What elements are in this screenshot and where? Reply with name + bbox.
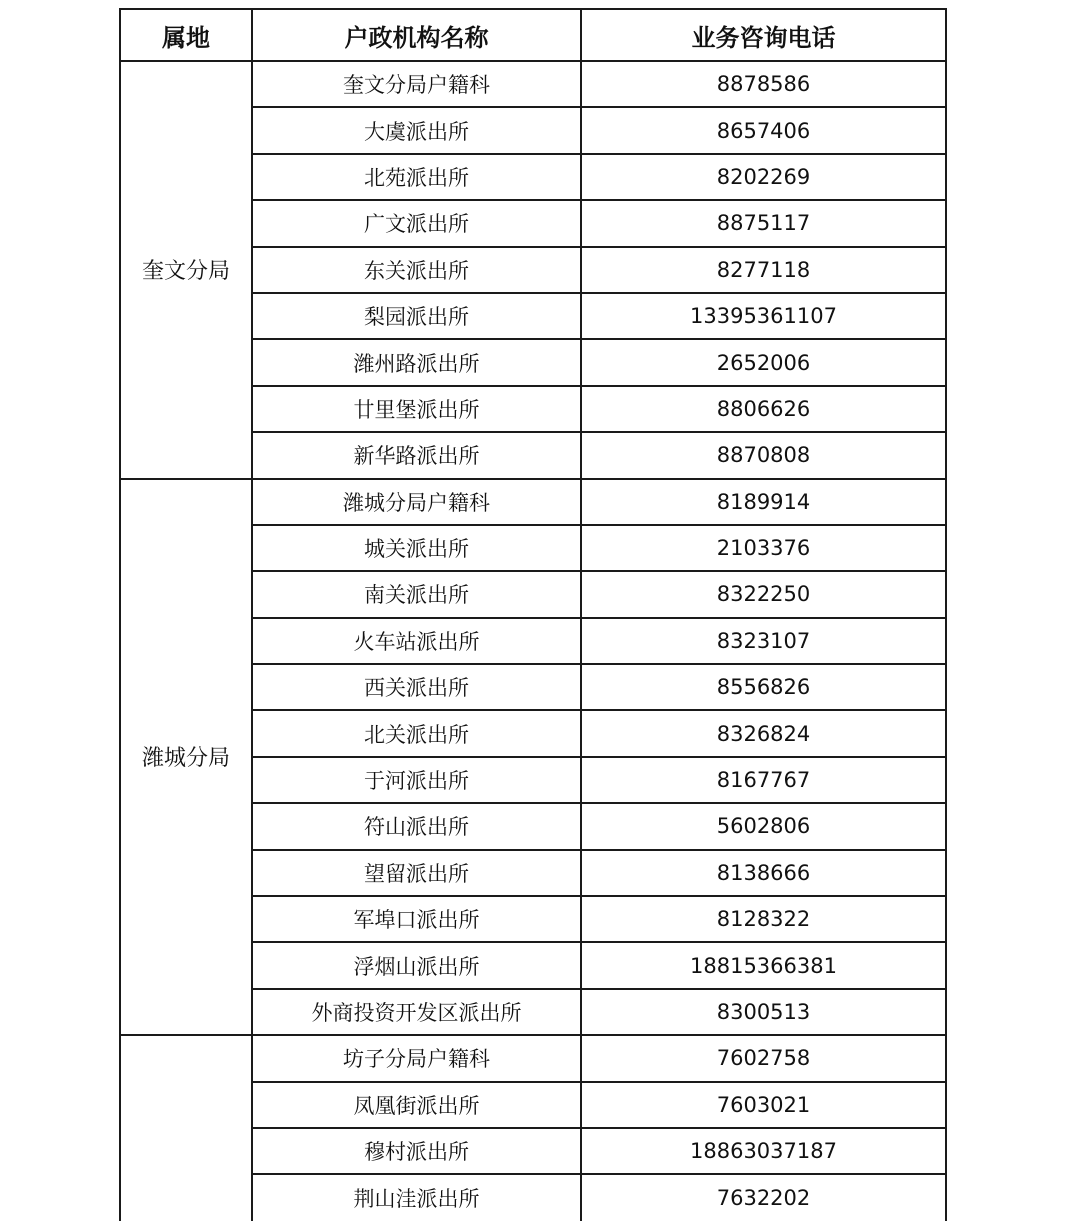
contact-table [119,8,947,1221]
phone-cell: 5602806 [581,803,946,849]
header-district: 属地 [120,9,252,61]
header-office-name: 户政机构名称 [252,9,581,61]
phone-cell: 8323107 [581,618,946,664]
office-name-cell: 火车站派出所 [252,618,581,664]
table-header [120,9,946,61]
phone-cell: 18815366381 [581,942,946,988]
phone-cell: 8322250 [581,571,946,617]
office-name-cell: 穆村派出所 [252,1128,581,1174]
phone-cell: 2652006 [581,339,946,385]
phone-cell: 8167767 [581,757,946,803]
phone-cell: 2103376 [581,525,946,571]
office-name-cell: 西关派出所 [252,664,581,710]
phone-cell: 8138666 [581,850,946,896]
phone-cell: 8870808 [581,432,946,478]
phone-cell: 7602758 [581,1035,946,1081]
office-name-cell: 北苑派出所 [252,154,581,200]
phone-cell: 8300513 [581,989,946,1035]
phone-cell: 8875117 [581,200,946,246]
district-cell: 奎文分局 [120,61,252,479]
phone-cell: 7603021 [581,1082,946,1128]
header-row [120,9,946,61]
office-name-cell: 于河派出所 [252,757,581,803]
table-row [120,479,946,525]
office-name-cell: 外商投资开发区派出所 [252,989,581,1035]
phone-cell: 13395361107 [581,293,946,339]
table-row [120,1035,946,1081]
phone-cell: 8189914 [581,479,946,525]
office-name-cell: 大虞派出所 [252,107,581,153]
office-name-cell: 潍城分局户籍科 [252,479,581,525]
phone-cell: 8128322 [581,896,946,942]
office-name-cell: 潍州路派出所 [252,339,581,385]
office-name-cell: 新华路派出所 [252,432,581,478]
office-name-cell: 坊子分局户籍科 [252,1035,581,1081]
phone-cell: 8657406 [581,107,946,153]
district-cell: 潍城分局 [120,479,252,1036]
office-name-cell: 南关派出所 [252,571,581,617]
table-row [120,61,946,107]
phone-cell: 8326824 [581,710,946,756]
office-name-cell: 东关派出所 [252,247,581,293]
office-name-cell: 梨园派出所 [252,293,581,339]
office-name-cell: 奎文分局户籍科 [252,61,581,107]
phone-cell: 8202269 [581,154,946,200]
office-name-cell: 望留派出所 [252,850,581,896]
phone-cell: 18863037187 [581,1128,946,1174]
office-name-cell: 廿里堡派出所 [252,386,581,432]
office-name-cell: 军埠口派出所 [252,896,581,942]
phone-cell: 8556826 [581,664,946,710]
table-body [120,61,946,1221]
office-name-cell: 浮烟山派出所 [252,942,581,988]
phone-cell: 8878586 [581,61,946,107]
phone-cell: 8806626 [581,386,946,432]
district-cell [120,1035,252,1221]
office-name-cell: 北关派出所 [252,710,581,756]
header-phone: 业务咨询电话 [581,9,946,61]
office-name-cell: 荆山洼派出所 [252,1174,581,1220]
office-name-cell: 城关派出所 [252,525,581,571]
office-name-cell: 凤凰街派出所 [252,1082,581,1128]
office-name-cell: 广文派出所 [252,200,581,246]
phone-cell: 7632202 [581,1174,946,1220]
phone-cell: 8277118 [581,247,946,293]
office-name-cell: 符山派出所 [252,803,581,849]
